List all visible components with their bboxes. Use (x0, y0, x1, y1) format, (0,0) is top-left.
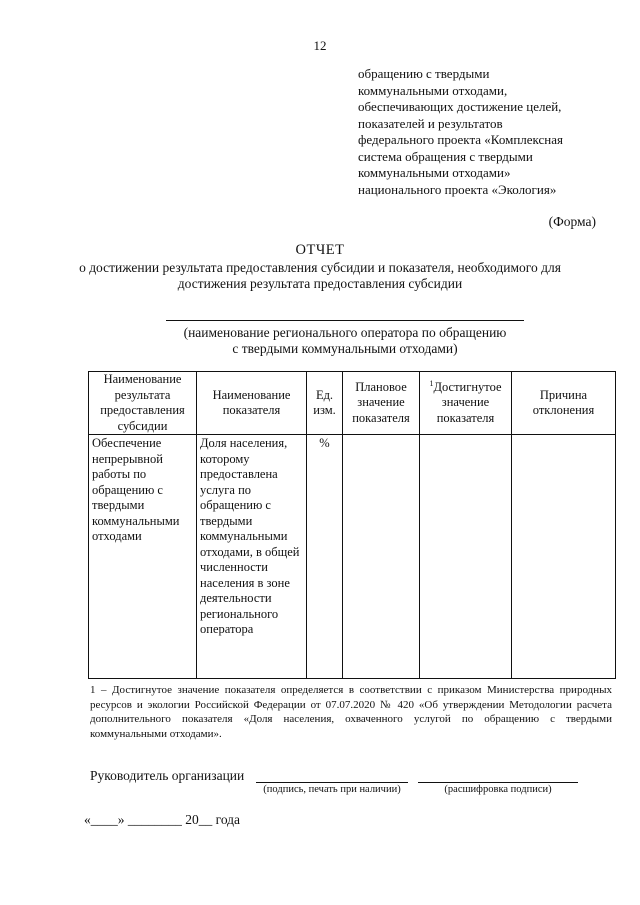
date-line: «____» ________ 20__ года (84, 812, 241, 827)
appendix-line: федерального проекта «Комплексная (358, 132, 563, 147)
report-table (88, 371, 616, 679)
appendix-line: система обращения с твердыми (358, 148, 533, 164)
operator-caption-line: с твердыми коммунальными отходами) (232, 341, 458, 356)
footnote: 1 – Достигнутое значение показателя определяется в соответствии с приказом Министерства природных ресурсов и экологии Российской Федерации от 07.07.2020 № 420 «Об утверждении Методологии расчета дополнительного показателя «Доля населения, охваченного услугой по обращению с твердыми коммунальными отходами». (90, 684, 612, 740)
footnote-mark: 1 (429, 378, 434, 388)
page-number: 12 (313, 38, 327, 53)
operator-caption-line: (наименование регионального оператора по обращению (183, 325, 507, 340)
name-caption: (расшифровка подписи) (444, 784, 552, 795)
appendix-line: обращению с твердыми (358, 66, 490, 81)
table-row (89, 435, 616, 679)
header-planned: Плановое значение показателя (343, 372, 420, 435)
cell-achieved[interactable] (420, 435, 512, 679)
name-line[interactable] (418, 782, 578, 783)
header-unit: Ед. изм. (307, 372, 343, 435)
report-title: ОТЧЕТ (295, 242, 345, 258)
operator-name-caption (150, 325, 540, 357)
operator-name-line (166, 320, 524, 321)
report-subtitle (40, 260, 600, 292)
subtitle-line: достижения результата предоставления субсидии (177, 276, 463, 291)
appendix-line: показателей и результатов (358, 115, 503, 131)
signature-label: Руководитель организации (90, 768, 245, 783)
header-result: Наименование результата предоставления субсидии (89, 372, 197, 435)
appendix-line: коммунальными отходами, (358, 82, 508, 98)
header-achieved-label: Достигнутое значение показателя (433, 379, 502, 425)
appendix-line: коммунальными отходами» (358, 165, 511, 180)
cell-unit: % (307, 435, 343, 679)
table-header-row (89, 372, 616, 435)
cell-reason[interactable] (512, 435, 616, 679)
form-label: (Форма) (548, 214, 596, 229)
cell-result: Обеспечение непрерывной работы по обращению с твердыми коммунальными отходами (89, 435, 197, 679)
header-achieved (420, 372, 512, 435)
appendix-line: обеспечивающих достижение целей, (358, 99, 562, 114)
subtitle-line: о достижении результата предоставления субсидии и показателя, необходимого для (79, 260, 561, 275)
signature-line[interactable] (256, 782, 408, 783)
cell-indicator: Доля населения, которому предоставлена услуга по обращению с твердыми коммунальными отходами, в общей численности населения в зоне деятельности регионального оператора (197, 435, 307, 679)
signature-caption: (подпись, печать при наличии) (263, 784, 401, 795)
header-reason: Причина отклонения (512, 372, 616, 435)
header-indicator: Наименование показателя (197, 372, 307, 435)
appendix-line: национального проекта «Экология» (358, 181, 557, 197)
cell-planned[interactable] (343, 435, 420, 679)
appendix-reference (358, 66, 608, 198)
